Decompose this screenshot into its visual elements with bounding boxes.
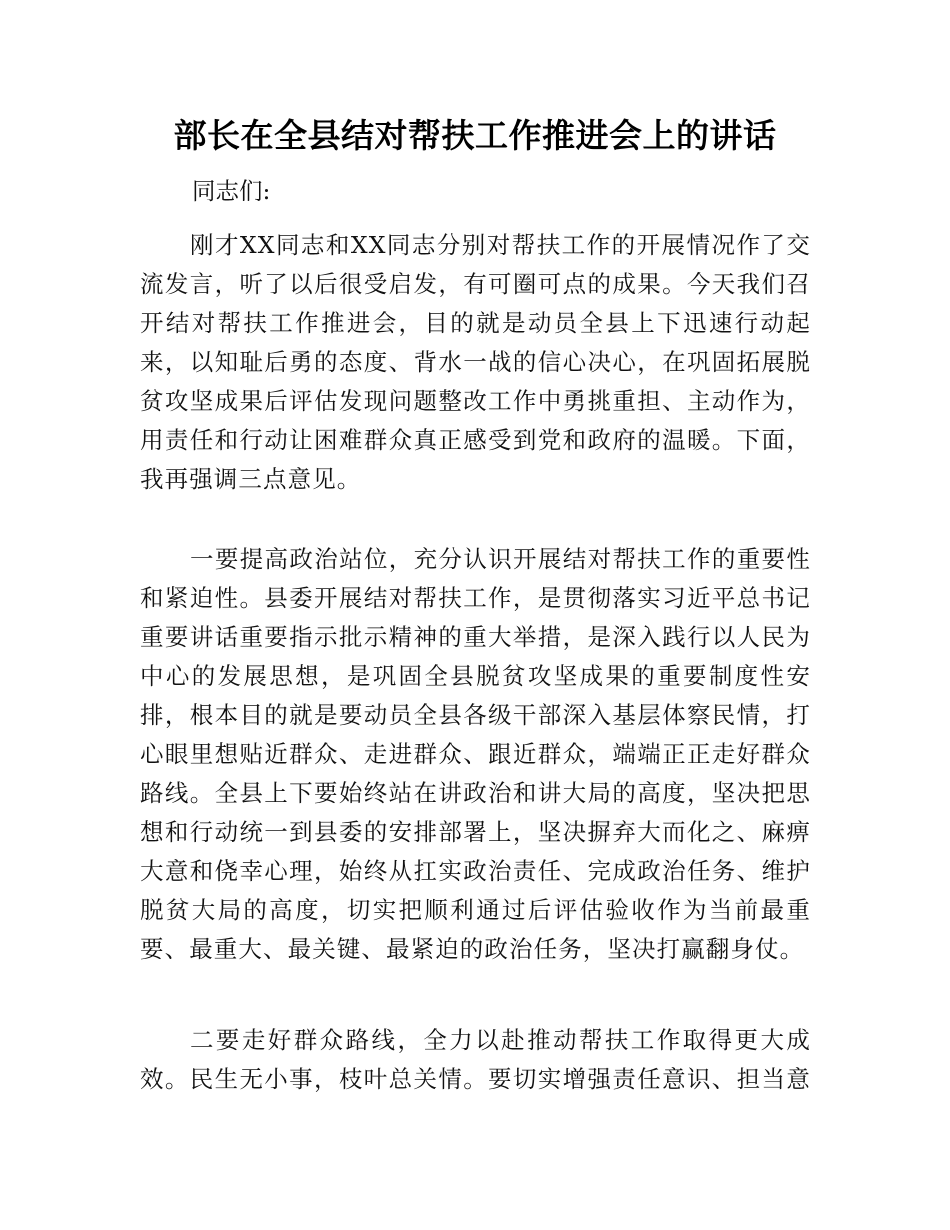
paragraph-line: 一要提高政治站位，充分认识开展结对帮扶工作的重要性 [190,545,811,573]
paragraph-line: 来，以知耻后勇的态度、背水一战的信心决心，在巩固拓展脱 [140,348,811,376]
paragraph-line: 用责任和行动让困难群众真正感受到党和政府的温暖。下面， [140,426,811,454]
paragraph-line: 流发言，听了以后很受启发，有可圈可点的成果。今天我们召 [140,270,811,298]
paragraph-line: 路线。全县上下要始终站在讲政治和讲大局的高度，坚决把思 [140,779,811,807]
paragraph-2 [140,540,811,969]
paragraph-line: 我再强调三点意见。 [140,465,362,493]
paragraph-line: 中心的发展思想，是巩固全县脱贫攻坚成果的重要制度性安 [140,662,811,690]
paragraph-line: 开结对帮扶工作推进会，目的就是动员全县上下迅速行动起 [140,309,811,337]
paragraph-line: 想和行动统一到县委的安排部署上，坚决摒弃大而化之、麻痹 [140,818,811,846]
document-title: 部长在全县结对帮扶工作推进会上的讲话 [173,116,777,155]
paragraph-line: 大意和侥幸心理，始终从扛实政治责任、完成政治任务、维护 [140,857,811,885]
paragraph-1 [140,226,811,499]
paragraph-line: 要、最重大、最关键、最紧迫的政治任务，坚决打赢翻身仗。 [140,935,805,963]
greeting: 同志们: [192,177,271,205]
paragraph-line: 排，根本目的就是要动员全县各级干部深入基层体察民情，打 [140,701,811,729]
paragraph-line: 和紧迫性。县委开展结对帮扶工作，是贯彻落实习近平总书记 [140,584,811,612]
paragraph-line: 贫攻坚成果后评估发现问题整改工作中勇挑重担、主动作为， [140,387,811,415]
paragraph-line: 二要走好群众路线，全力以赴推动帮扶工作取得更大成 [190,1026,811,1054]
paragraph-line: 重要讲话重要指示批示精神的重大举措，是深入践行以人民为 [140,623,811,651]
paragraph-line: 心眼里想贴近群众、走进群众、跟近群众，端端正正走好群众 [140,740,811,768]
paragraph-line: 刚才XX同志和XX同志分别对帮扶工作的开展情况作了交 [190,231,811,259]
paragraph-3 [140,1021,811,1099]
paragraph-line: 脱贫大局的高度，切实把顺利通过后评估验收作为当前最重 [140,896,811,924]
paragraph-line: 效。民生无小事，枝叶总关情。要切实增强责任意识、担当意 [140,1065,811,1093]
